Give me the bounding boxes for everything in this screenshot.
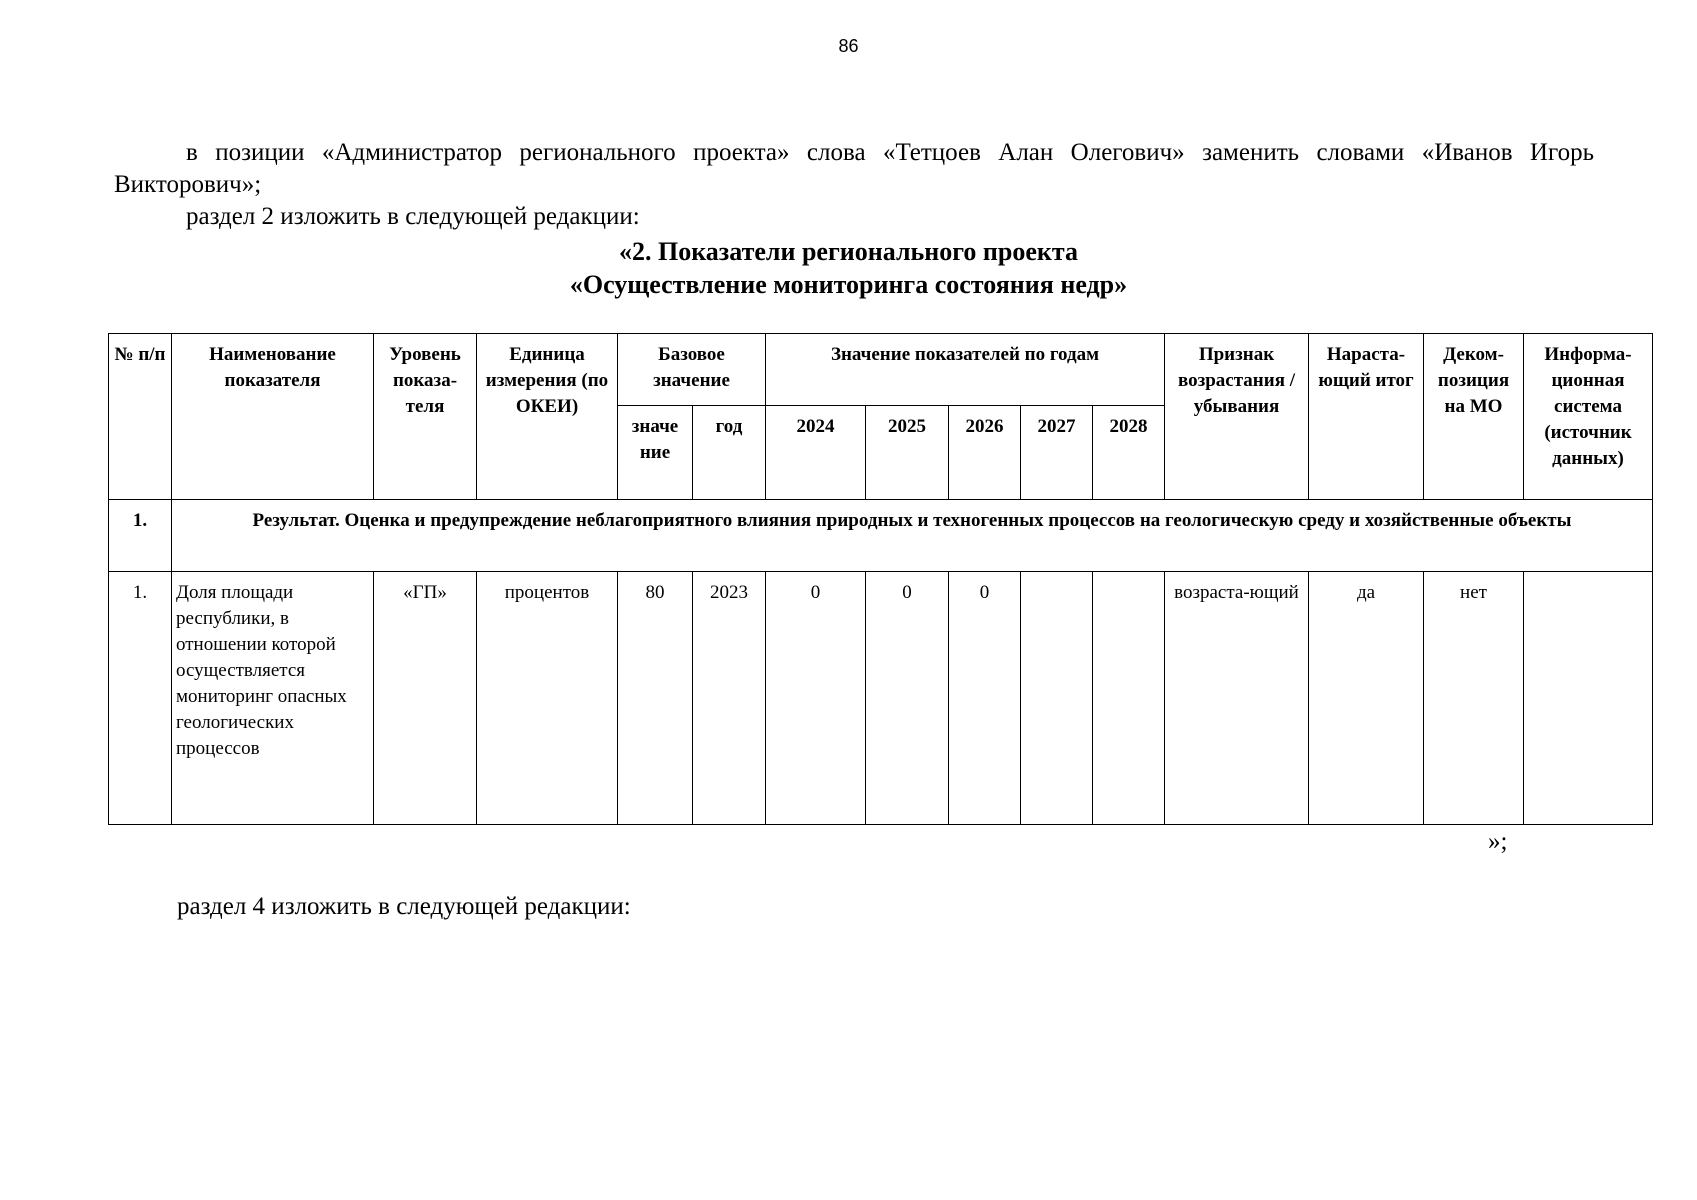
row-trend: возраста-ющий <box>1165 572 1309 825</box>
paragraph-section4-intro: раздел 4 изложить в следующей редакции: <box>177 893 631 920</box>
header-infosystem: Информа-ционная система (источник данных) <box>1524 334 1653 500</box>
header-level: Уровень показа-теля <box>374 334 477 500</box>
row-level: «ГП» <box>374 572 477 825</box>
row-cumulative: да <box>1309 572 1424 825</box>
row-base-year: 2023 <box>693 572 766 825</box>
header-trend: Признак возрастания / убывания <box>1165 334 1309 500</box>
row-decomposition: нет <box>1424 572 1524 825</box>
header-year-2026: 2026 <box>949 406 1021 500</box>
indicators-table <box>108 333 1653 825</box>
header-base: Базовое значение <box>618 334 766 406</box>
header-year-2027: 2027 <box>1021 406 1093 500</box>
table-row <box>109 572 1653 825</box>
result-num: 1. <box>109 500 172 572</box>
page-number: 86 <box>838 36 859 56</box>
paragraph-administrator-change: в позиции «Администратор регионального проекта» слова «Тетцоев Алан Олегович» заменить словами «Иванов Игорь Викторович»; <box>114 139 1594 198</box>
header-base-value: значе ние <box>618 406 693 500</box>
header-unit: Единица измерения (по ОКЕИ) <box>477 334 618 500</box>
row-value-2028 <box>1093 572 1165 825</box>
row-unit: процентов <box>477 572 618 825</box>
paragraph-section2-intro: раздел 2 изложить в следующей редакции: <box>186 203 640 230</box>
header-year-2025: 2025 <box>866 406 949 500</box>
row-value-2025: 0 <box>866 572 949 825</box>
section-heading-line1: «2. Показатели регионального проекта <box>619 237 1078 266</box>
header-year-2024: 2024 <box>766 406 866 500</box>
row-num: 1. <box>109 572 172 825</box>
header-base-year: год <box>693 406 766 500</box>
row-value-2026: 0 <box>949 572 1021 825</box>
section-heading-line2: «Осуществление мониторинга состояния недр» <box>569 270 1128 299</box>
row-name: Доля площади республики, в отношении которой осуществляется мониторинг опасных геологических процессов <box>172 572 374 825</box>
header-decomposition: Деком-позиция на МО <box>1424 334 1524 500</box>
header-name: Наименование показателя <box>172 334 374 500</box>
row-base-value: 80 <box>618 572 693 825</box>
row-value-2024: 0 <box>766 572 866 825</box>
result-text: Результат. Оценка и предупреждение неблагоприятного влияния природных и техногенных процессов на геологическую среду и хозяйственные объекты <box>172 500 1653 572</box>
row-value-2027 <box>1021 572 1093 825</box>
header-year-2028: 2028 <box>1093 406 1165 500</box>
row-infosystem <box>1524 572 1653 825</box>
closing-quote: »; <box>1488 828 1508 855</box>
header-values: Значение показателей по годам <box>766 334 1165 406</box>
header-num: № п/п <box>109 334 172 500</box>
header-cumulative: Нараста-ющий итог <box>1309 334 1424 500</box>
